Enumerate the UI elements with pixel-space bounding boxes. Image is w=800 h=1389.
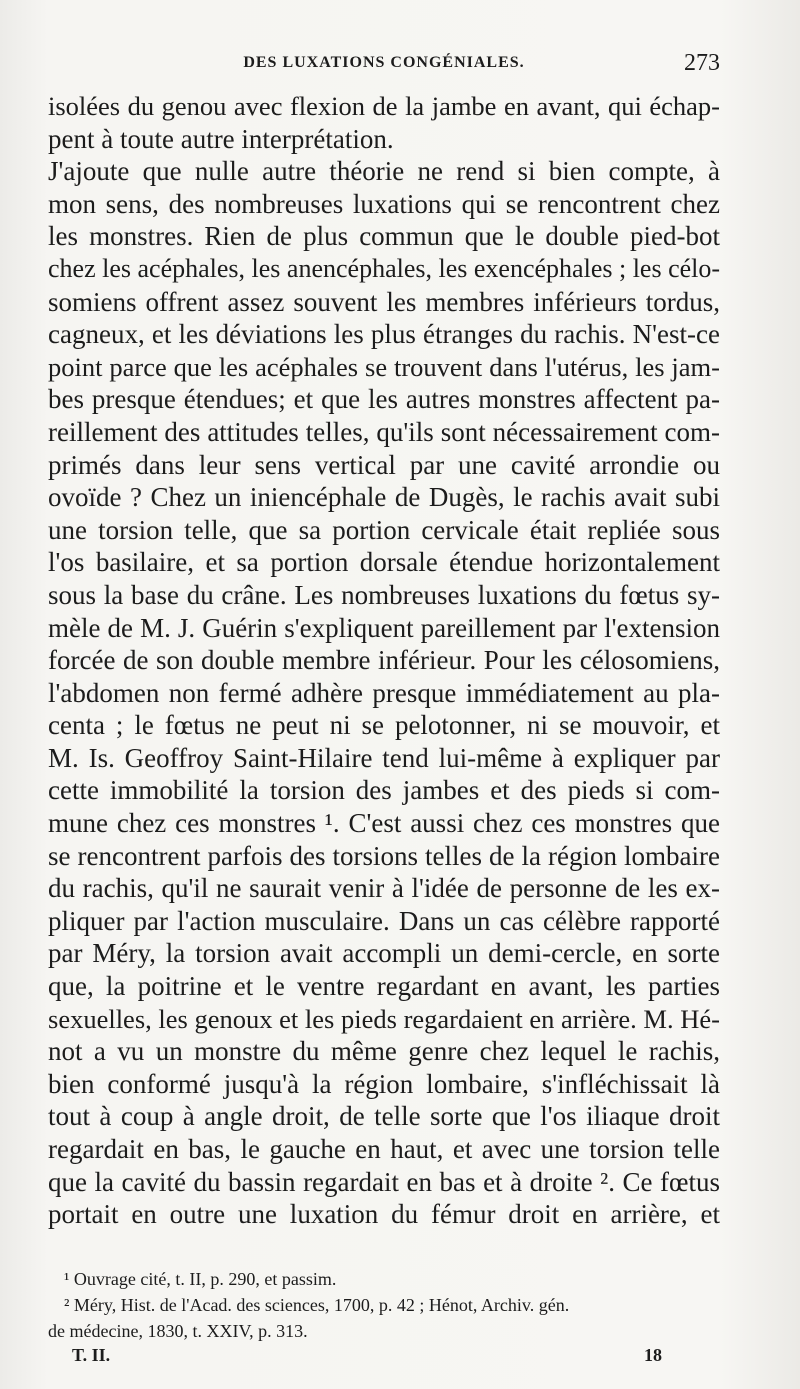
- volume-signature: T. II.: [72, 1345, 111, 1365]
- text-line: mune chez ces monstres ¹. C'est aussi chez ces monstres que: [48, 808, 720, 839]
- text-line: sous la base du crâne. Les nombreuses luxations du fœtus sy-: [48, 579, 720, 610]
- footnote-1: ¹ Ouvrage cité, t. II, p. 290, et passim.: [64, 1269, 337, 1289]
- text-line: ovoïde ? Chez un iniencéphale de Dugès, le rachis avait subi: [48, 482, 720, 513]
- text-line: une torsion telle, que sa portion cervicale était repliée sous: [48, 514, 720, 545]
- footnote-2-continued: de médecine, 1830, t. XXIV, p. 313.: [48, 1321, 308, 1341]
- footnote-2: ² Méry, Hist. de l'Acad. des sciences, 1700, p. 42 ; Hénot, Archiv. gén.: [64, 1295, 570, 1315]
- page-header: [48, 50, 720, 80]
- text-line: cagneux, et les déviations les plus étranges du rachis. N'est-ce: [48, 319, 720, 350]
- text-line: du rachis, qu'il ne saurait venir à l'idée de personne de les ex-: [48, 873, 720, 904]
- text-line: l'abdomen non fermé adhère presque immédiatement au pla-: [48, 677, 720, 708]
- text-line: portait en outre une luxation du fémur droit en arrière, et: [48, 1199, 720, 1230]
- sheet-signature: 18: [644, 1345, 662, 1365]
- text-line: les monstres. Rien de plus commun que le double pied-bot: [48, 221, 720, 252]
- text-line: isolées du genou avec flexion de la jambe en avant, qui échap-: [48, 91, 720, 121]
- text-line: l'os basilaire, et sa portion dorsale étendue horizontalement: [48, 547, 720, 578]
- text-line: somiens offrent assez souvent les membres inférieurs tordus,: [48, 286, 720, 317]
- body-text: [48, 90, 720, 1231]
- text-line: forcée de son double membre inférieur. Pour les célosomiens,: [48, 645, 720, 676]
- text-line: J'ajoute que nulle autre théorie ne rend si bien compte, à: [48, 156, 720, 187]
- text-line: cette immobilité la torsion des jambes et des pieds si com-: [48, 775, 720, 806]
- text-line: M. Is. Geoffroy Saint-Hilaire tend lui-même à expliquer par: [48, 742, 720, 773]
- text-line: not a vu un monstre du même genre chez lequel le rachis,: [48, 1036, 720, 1067]
- text-line: mon sens, des nombreuses luxations qui se rencontrent chez: [48, 188, 720, 219]
- text-line: bes presque étendues; et que les autres monstres affectent pa-: [48, 384, 720, 415]
- text-line: que la cavité du bassin regardait en bas et à droite ². Ce fœtus: [48, 1166, 720, 1197]
- text-line: pent à toute autre interprétation.: [48, 123, 394, 154]
- text-line: point parce que les acéphales se trouvent dans l'utérus, les jam-: [48, 351, 720, 382]
- running-head: DES LUXATIONS CONGÉNIALES.: [243, 54, 525, 71]
- text-line: chez les acéphales, les anencéphales, les exencéphales ; les célo-: [48, 253, 721, 283]
- text-line: pliquer par l'action musculaire. Dans un cas célèbre rapporté: [48, 905, 720, 936]
- text-line: bien conformé jusqu'à la région lombaire, s'infléchissait là: [48, 1068, 720, 1099]
- page-footer: [72, 1345, 662, 1371]
- text-line: centa ; le fœtus ne peut ni se pelotonner, ni se mouvoir, et: [48, 710, 720, 741]
- text-line: mèle de M. J. Guérin s'expliquent pareillement par l'extension: [48, 612, 720, 643]
- text-line: reillement des attitudes telles, qu'ils sont nécessairement com-: [48, 416, 720, 447]
- text-line: sexuelles, les genoux et les pieds regardaient en arrière. M. Hé-: [48, 1003, 720, 1034]
- text-line: se rencontrent parfois des torsions telles de la région lombaire: [48, 840, 720, 871]
- page-number: 273: [684, 50, 720, 76]
- text-line: tout à coup à angle droit, de telle sorte que l'os iliaque droit: [48, 1101, 720, 1132]
- text-line: primés dans leur sens vertical par une cavité arrondie ou: [48, 449, 720, 480]
- text-line: regardait en bas, le gauche en haut, et avec une torsion telle: [48, 1134, 720, 1164]
- footnotes: [48, 1266, 720, 1344]
- text-line: par Méry, la torsion avait accompli un demi-cercle, en sorte: [48, 938, 720, 969]
- text-line: que, la poitrine et le ventre regardant en avant, les parties: [48, 971, 720, 1002]
